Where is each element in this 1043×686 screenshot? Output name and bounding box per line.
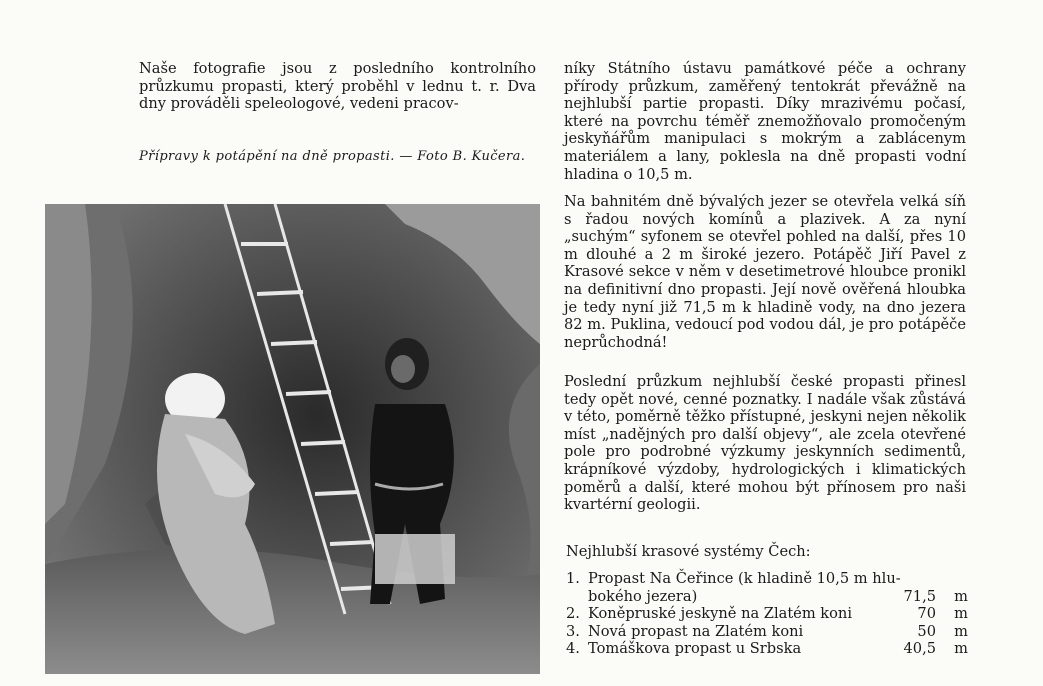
list-item-name: Propast Na Čeřince (k hladině 10,5 m hlu- xyxy=(588,570,901,587)
list-item-continuation xyxy=(566,588,968,606)
cave-photo-illustration xyxy=(45,204,540,674)
list-item-number: 4. xyxy=(566,640,580,658)
list-item xyxy=(566,605,968,623)
list-item-name: Tomáškova propast u Srbska xyxy=(588,640,802,658)
cave-systems-list xyxy=(566,570,968,658)
left-intro-paragraph xyxy=(139,60,536,113)
list-item-name-cont: bokého jezera) xyxy=(588,587,698,605)
caption-text: Přípravy k potápění na dně propasti. — Foto B. Kučera. xyxy=(139,149,526,164)
list-item-number: 1. xyxy=(566,570,580,587)
cave-photograph xyxy=(45,204,540,674)
list-item-name: Koněpruské jeskyně na Zlatém koni xyxy=(588,605,852,623)
list-item xyxy=(566,570,968,588)
paragraph-2: Na bahnitém dně bývalých jezer se otevřela velká síň s řadou nových komínů a plazivek. A za nyní „suchým“ syfonem se otevřel pohled na další, přes 10 m dlouhé a 2 m široké jezero. Potápěč Jiří Pavel z Krasové sekce v něm v desetimetrové hloubce pronikl na definitivní dno propasti. Její nově ověřená hloubka je tedy nyní již 71,5 m k hladině vody, na dno jezera 82 m. Puklina, vedoucí pod vodou dál, je pro potápěče neprůchodná! xyxy=(564,193,966,351)
list-item-value: 50 xyxy=(917,622,936,640)
list-item-name: Nová propast na Zlatém koni xyxy=(588,622,804,640)
list-item xyxy=(566,623,968,641)
right-column-paragraph-2 xyxy=(564,193,966,351)
right-column-paragraph-3 xyxy=(564,373,966,514)
list-item-unit: m xyxy=(954,622,968,640)
list-title: Nejhlubší krasové systémy Čech: xyxy=(566,543,811,560)
list-item xyxy=(566,640,968,658)
paragraph-3: Poslední průzkum nejhlubší české propasti přinesl tedy opět nové, cenné poznatky. I nadále však zůstává v této, poměrně těžko přístupné, jeskyni nejen několik míst „nadějných pro další objevy“, ale zcela otevřené pole pro podrobné výzkumy jeskynních sedimentů, krápníkové výzdoby, hydrologických i klimatických poměrů a další, které mohou být přínosem pro naši kvartérní geologii. xyxy=(564,373,966,514)
list-item-unit: m xyxy=(954,605,968,623)
photo-caption xyxy=(139,149,536,165)
list-item-value: 70 xyxy=(917,605,936,623)
right-column-paragraph-1 xyxy=(564,60,966,183)
list-item-unit: m xyxy=(954,587,968,605)
list-item-value: 71,5 xyxy=(903,587,936,605)
list-item-number: 2. xyxy=(566,605,580,623)
list-item-number: 3. xyxy=(566,622,580,640)
intro-text: Naše fotografie jsou z posledního kontrolního průzkumu propasti, který proběhl v lednu t. r. Dva dny prováděli speleologové, vedeni pracov- xyxy=(139,60,536,113)
list-item-unit: m xyxy=(954,640,968,658)
list-item-value: 40,5 xyxy=(903,640,936,658)
paragraph-1: níky Státního ústavu památkové péče a ochrany přírody průzkum, zaměřený tentokrát převážně na nejhlubší partie propasti. Díky mrazivému počasí, které na povrchu téměř znemožňovalo promočeným jeskyňářům manipulaci s mokrým a zablácenym materiálem a lany, poklesla na dně propasti vodní hladina o 10,5 m. xyxy=(564,60,966,183)
